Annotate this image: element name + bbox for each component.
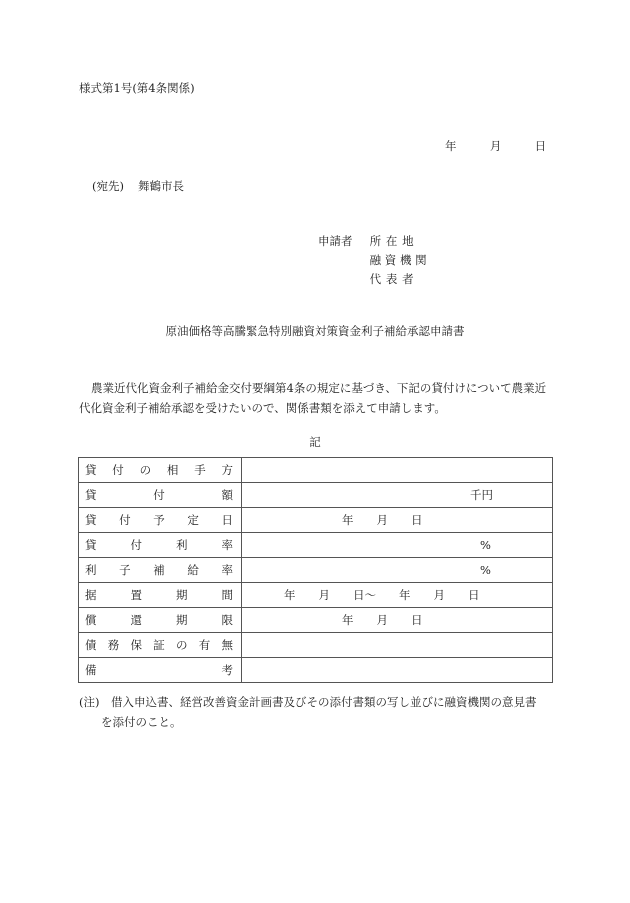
row-label-borrower: 貸 付 の 相 手 方: [85, 463, 233, 477]
row-label-remarks: 備 考: [85, 663, 233, 677]
row-label-subsidy-rate: 利 子 補 給 率: [85, 563, 233, 577]
table-row: [79, 533, 553, 558]
applicant-institution-label: 融 資 機 関: [369, 253, 427, 267]
row-label-grace-period: 据 置 期 間: [85, 588, 233, 602]
row-value-repayment-deadline[interactable]: [242, 608, 553, 633]
addressee: [92, 178, 184, 194]
row-label-loan-amount: 貸 付 額: [85, 488, 233, 502]
unit-percent: %: [480, 538, 491, 552]
grace-period-placeholder: 年 月 日〜 年 月 日: [284, 588, 480, 602]
table-row: [79, 558, 553, 583]
row-label-repayment-deadline: 償 還 期 限: [85, 613, 233, 627]
date-day: 日: [534, 139, 547, 153]
unit-thousand-yen: 千円: [470, 488, 493, 502]
note: [79, 692, 557, 732]
row-label-loan-date: 貸 付 予 定 日: [85, 513, 233, 527]
date-month: 月: [489, 139, 502, 153]
table-row: [79, 608, 553, 633]
row-label-guarantee: 債 務 保 証 の 有 無: [85, 638, 233, 652]
row-value-remarks[interactable]: [242, 658, 553, 683]
applicant-block: [318, 232, 427, 289]
row-value-loan-date[interactable]: [242, 508, 553, 533]
row-value-borrower[interactable]: [242, 458, 553, 483]
repayment-date-placeholder: 年 月 日: [342, 613, 423, 627]
form-number: 様式第1号(第4条関係): [79, 81, 195, 95]
ki-heading: 記: [309, 435, 321, 449]
note-tag: (注): [79, 695, 100, 709]
addressee-prefix: (宛先): [92, 179, 124, 193]
loan-details-table: [78, 457, 553, 683]
row-value-grace-period[interactable]: [242, 583, 553, 608]
table-row: [79, 458, 553, 483]
addressee-name: 舞鶴市長: [137, 179, 184, 193]
table-row: [79, 658, 553, 683]
date-line: [445, 138, 546, 154]
row-value-guarantee[interactable]: [242, 633, 553, 658]
row-label-loan-rate: 貸 付 利 率: [85, 538, 233, 552]
table-row: [79, 508, 553, 533]
table-row: [79, 633, 553, 658]
row-value-loan-amount[interactable]: [242, 483, 553, 508]
note-line2: を添付のこと。: [101, 715, 182, 729]
table-row: [79, 583, 553, 608]
row-value-subsidy-rate[interactable]: [242, 558, 553, 583]
applicant-representative-label: 代 表 者: [369, 272, 414, 286]
body-paragraph: 農業近代化資金利子補給金交付要綱第4条の規定に基づき、下記の貸付けについて農業近代化資金利子補給承認を受けたいので、関係書類を添えて申請します。: [79, 381, 547, 415]
applicant-address-label: 所 在 地: [369, 234, 414, 248]
table-row: [79, 483, 553, 508]
date-year: 年: [445, 139, 457, 153]
row-value-loan-rate[interactable]: [242, 533, 553, 558]
note-line1: 借入申込書、経営改善資金計画書及びその添付書類の写し並びに融資機関の意見書: [111, 695, 537, 709]
applicant-role: 申請者: [318, 234, 353, 248]
loan-date-placeholder: 年 月 日: [342, 513, 423, 527]
document-title: 原油価格等高騰緊急特別融資対策資金利子補給承認申請書: [165, 324, 465, 338]
unit-percent: %: [480, 563, 491, 577]
